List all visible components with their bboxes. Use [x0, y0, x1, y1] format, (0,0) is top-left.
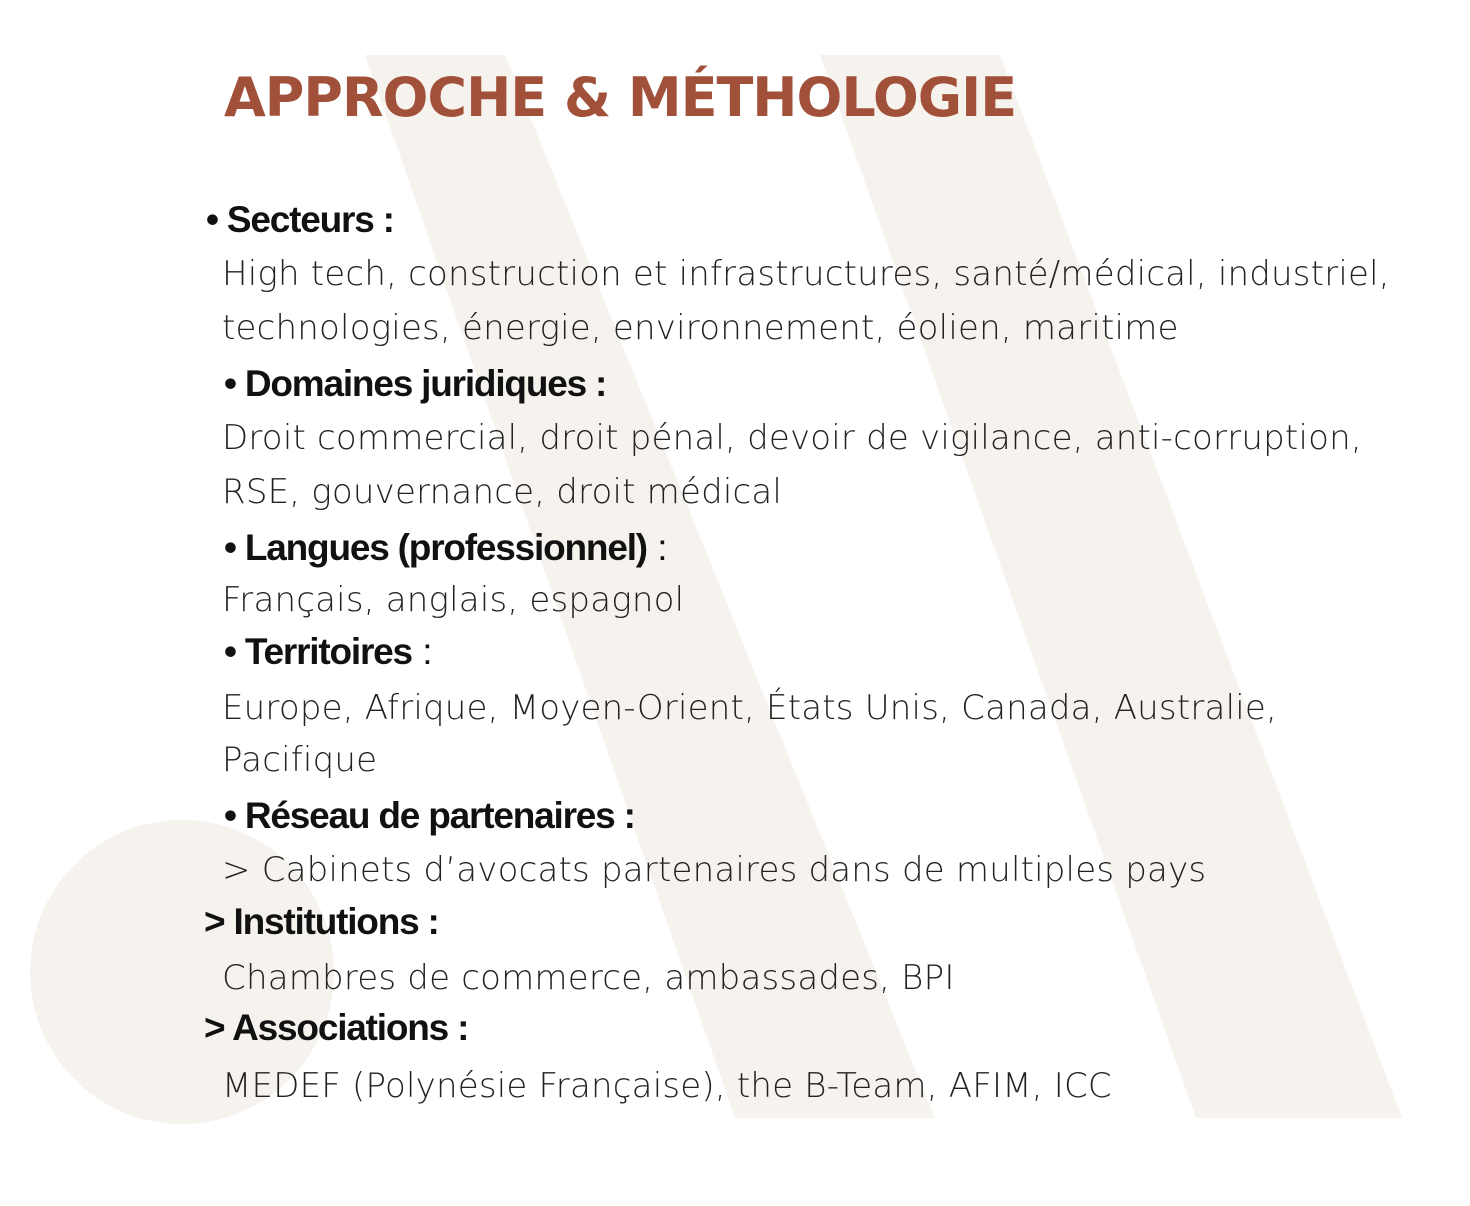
heading-text: Territoires [244, 631, 412, 672]
page-title: APPROCHE & MÉTHOLOGIE [224, 66, 1017, 129]
section-heading-associations [204, 1006, 468, 1050]
heading-suffix: : [411, 631, 433, 672]
section-heading-secteurs [206, 198, 394, 242]
section-text-line: RSE, gouvernance, droit médical [222, 472, 783, 512]
section-heading-reseau-partenaires [224, 794, 635, 838]
section-text-line: Chambres de commerce, ambassades, BPI [222, 958, 955, 998]
bullet-marker: • [224, 527, 236, 568]
section-text-line: High tech, construction et infrastructures, santé/médical, industriel, [222, 254, 1390, 294]
section-text-line: MEDEF (Polynésie Française), the B-Team, AFIM, ICC [222, 1066, 1112, 1106]
heading-suffix: : [646, 527, 668, 568]
section-text-line: Europe, Afrique, Moyen-Orient, États Unis, Canada, Australie, [222, 688, 1278, 728]
section-text-line: technologies, énergie, environnement, éolien, maritime [222, 308, 1179, 348]
section-heading-institutions [204, 900, 439, 944]
heading-text: Langues (professionnel) [244, 527, 647, 568]
heading-text: Associations : [232, 1007, 469, 1048]
section-heading-langues [224, 526, 667, 570]
section-text-line: > Cabinets d’avocats partenaires dans de multiples pays [222, 850, 1207, 890]
heading-text: Réseau de partenaires : [244, 795, 635, 836]
bullet-marker: • [224, 795, 236, 836]
bullet-marker: • [224, 363, 236, 404]
heading-text: Institutions : [233, 901, 439, 942]
heading-text: Secteurs : [226, 199, 394, 240]
arrow-marker: > [204, 901, 225, 942]
section-text-line: Français, anglais, espagnol [222, 580, 685, 620]
section-text-line: Pacifique [222, 740, 378, 780]
heading-text: Domaines juridiques : [244, 363, 607, 404]
section-heading-territoires [224, 630, 433, 674]
section-text-line: Droit commercial, droit pénal, devoir de vigilance, anti-corruption, [222, 418, 1362, 458]
bullet-marker: • [224, 631, 236, 672]
arrow-marker: > [204, 1007, 225, 1048]
section-heading-domaines-juridiques [224, 362, 606, 406]
bullet-marker: • [206, 199, 218, 240]
